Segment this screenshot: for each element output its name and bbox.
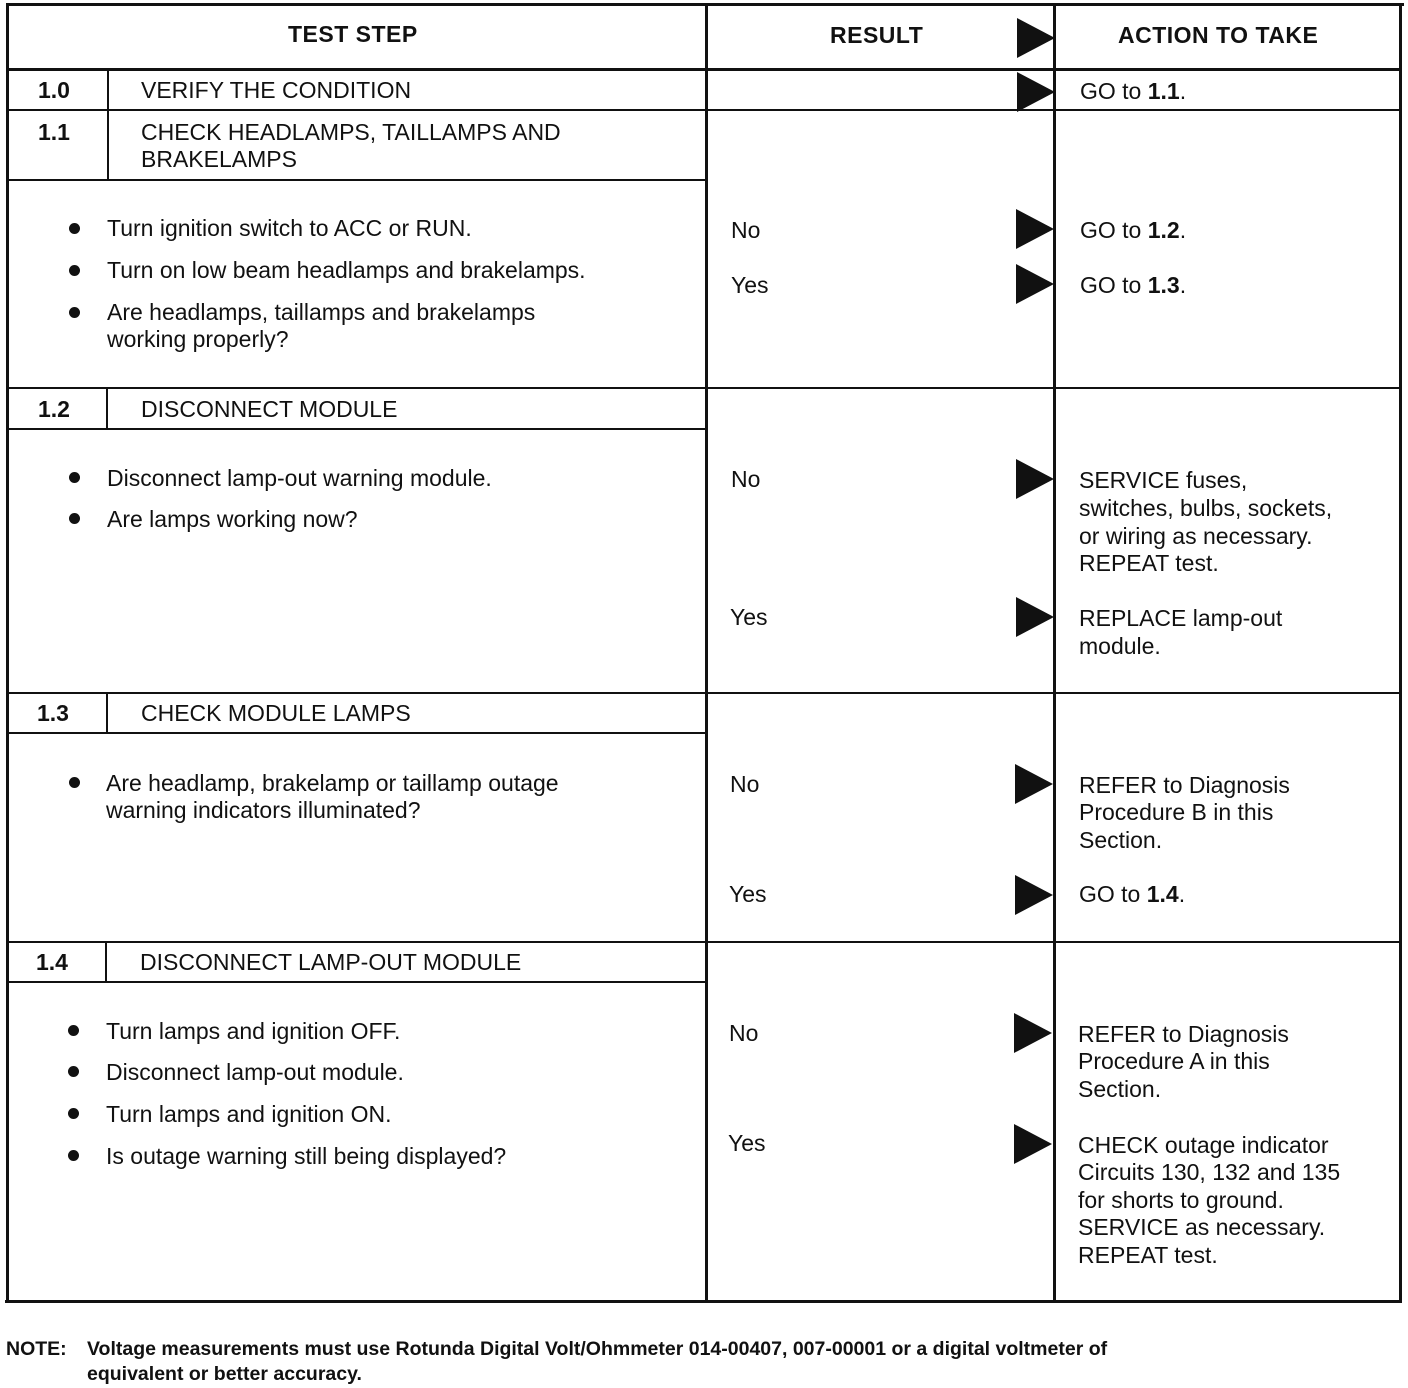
- arrow-right-icon: [1016, 459, 1054, 499]
- bullet-icon: [69, 307, 80, 318]
- column-divider-test-result: [705, 3, 708, 1303]
- header-result: RESULT: [830, 22, 924, 48]
- step-instruction: Turn lamps and ignition OFF.: [106, 1018, 401, 1044]
- arrow-right-icon: [1016, 597, 1054, 637]
- result-label: No: [729, 1020, 759, 1046]
- number-cell-divider: [107, 68, 109, 110]
- number-cell-divider: [106, 692, 108, 733]
- note-text-line: equivalent or better accuracy.: [87, 1363, 362, 1385]
- row-separator: [6, 941, 1402, 943]
- step-title-line: BRAKELAMPS: [141, 146, 297, 172]
- bullet-icon: [69, 513, 80, 524]
- bullet-icon: [69, 223, 80, 234]
- step-instruction: Disconnect lamp-out module.: [106, 1059, 404, 1085]
- bullet-icon: [68, 1066, 79, 1077]
- number-cell-divider: [106, 387, 108, 429]
- action-text: GO to 1.3.: [1080, 272, 1187, 298]
- result-label: Yes: [730, 604, 768, 630]
- action-text: GO to 1.2.: [1080, 217, 1187, 243]
- step-instruction: Are headlamps, taillamps and brakelamps: [107, 299, 536, 325]
- action-line: REPEAT test.: [1079, 550, 1219, 576]
- result-label: No: [730, 771, 760, 797]
- step-instruction: warning indicators illuminated?: [106, 797, 421, 823]
- action-line: module.: [1079, 633, 1161, 659]
- step-instruction: Turn ignition switch to ACC or RUN.: [107, 215, 472, 241]
- action-text: GO to 1.1.: [1080, 78, 1187, 104]
- table-border-left: [6, 3, 9, 1303]
- table-border-bottom: [5, 1300, 1401, 1303]
- step-title-line: CHECK HEADLAMPS, TAILLAMPS AND: [141, 119, 561, 145]
- step-number: 1.1: [38, 119, 70, 145]
- action-line: SERVICE as necessary.: [1078, 1214, 1326, 1240]
- bullet-icon: [69, 472, 80, 483]
- step-instruction: Turn on low beam headlamps and brakelamps.: [107, 257, 586, 283]
- step-title-underline: [6, 179, 706, 181]
- action-line: Circuits 130, 132 and 135: [1078, 1159, 1341, 1185]
- arrow-right-icon: [1016, 264, 1054, 304]
- step-instruction: working properly?: [107, 326, 289, 352]
- step-number: 1.2: [38, 396, 70, 422]
- header-action: ACTION TO TAKE: [1118, 22, 1319, 48]
- row-separator: [6, 387, 1402, 389]
- bullet-icon: [68, 1025, 79, 1036]
- step-instruction: Are headlamp, brakelamp or taillamp outage: [106, 770, 559, 796]
- action-line: Procedure A in this: [1078, 1048, 1270, 1074]
- step-title: VERIFY THE CONDITION: [141, 77, 412, 103]
- action-line: CHECK outage indicator: [1078, 1132, 1329, 1158]
- step-title: CHECK MODULE LAMPS: [141, 700, 411, 726]
- step-number: 1.0: [38, 77, 70, 103]
- step-number: 1.3: [37, 700, 69, 726]
- arrow-right-icon: [1017, 18, 1055, 58]
- result-label: No: [731, 217, 761, 243]
- arrow-right-icon: [1015, 764, 1053, 804]
- bullet-icon: [68, 1108, 79, 1119]
- action-line: Procedure B in this: [1079, 799, 1274, 825]
- row-separator: [6, 109, 1402, 111]
- arrow-right-icon: [1017, 72, 1055, 112]
- step-title-underline: [6, 981, 706, 983]
- action-line: REPEAT test.: [1078, 1242, 1218, 1268]
- arrow-right-icon: [1014, 1124, 1052, 1164]
- action-line: REPLACE lamp-out: [1079, 605, 1283, 631]
- arrow-right-icon: [1014, 1013, 1052, 1053]
- header-test-step: TEST STEP: [288, 21, 418, 47]
- result-label: No: [731, 466, 761, 492]
- result-label: Yes: [731, 272, 769, 298]
- row-separator: [6, 68, 1402, 71]
- column-divider-result-action: [1053, 3, 1056, 1303]
- arrow-right-icon: [1015, 875, 1053, 915]
- step-title-underline: [6, 732, 706, 734]
- action-text: GO to 1.4.: [1079, 881, 1186, 907]
- action-line: REFER to Diagnosis: [1079, 772, 1290, 798]
- step-instruction: Disconnect lamp-out warning module.: [107, 465, 492, 491]
- bullet-icon: [68, 1150, 79, 1161]
- step-instruction: Are lamps working now?: [107, 506, 358, 532]
- action-line: switches, bulbs, sockets,: [1079, 495, 1333, 521]
- action-line: or wiring as necessary.: [1079, 523, 1313, 549]
- step-title-underline: [6, 428, 706, 430]
- step-number: 1.4: [36, 949, 68, 975]
- note-label: NOTE:: [6, 1338, 67, 1360]
- table-border-right: [1399, 3, 1402, 1303]
- result-label: Yes: [729, 881, 767, 907]
- bullet-icon: [69, 265, 80, 276]
- step-title: DISCONNECT MODULE: [141, 396, 398, 422]
- note-text-line: Voltage measurements must use Rotunda Digital Volt/Ohmmeter 014-00407, 007-00001 or a digital voltmeter of: [87, 1338, 1108, 1360]
- action-line: SERVICE fuses,: [1079, 467, 1248, 493]
- number-cell-divider: [105, 941, 107, 982]
- row-separator: [6, 692, 1402, 694]
- arrow-right-icon: [1016, 209, 1054, 249]
- result-label: Yes: [728, 1130, 766, 1156]
- action-line: Section.: [1078, 1076, 1162, 1102]
- number-cell-divider: [107, 109, 109, 180]
- step-instruction: Is outage warning still being displayed?: [106, 1143, 507, 1169]
- action-line: for shorts to ground.: [1078, 1187, 1284, 1213]
- bullet-icon: [69, 777, 80, 788]
- action-line: REFER to Diagnosis: [1078, 1021, 1289, 1047]
- step-title: DISCONNECT LAMP-OUT MODULE: [140, 949, 522, 975]
- step-instruction: Turn lamps and ignition ON.: [106, 1101, 392, 1127]
- action-line: Section.: [1079, 827, 1163, 853]
